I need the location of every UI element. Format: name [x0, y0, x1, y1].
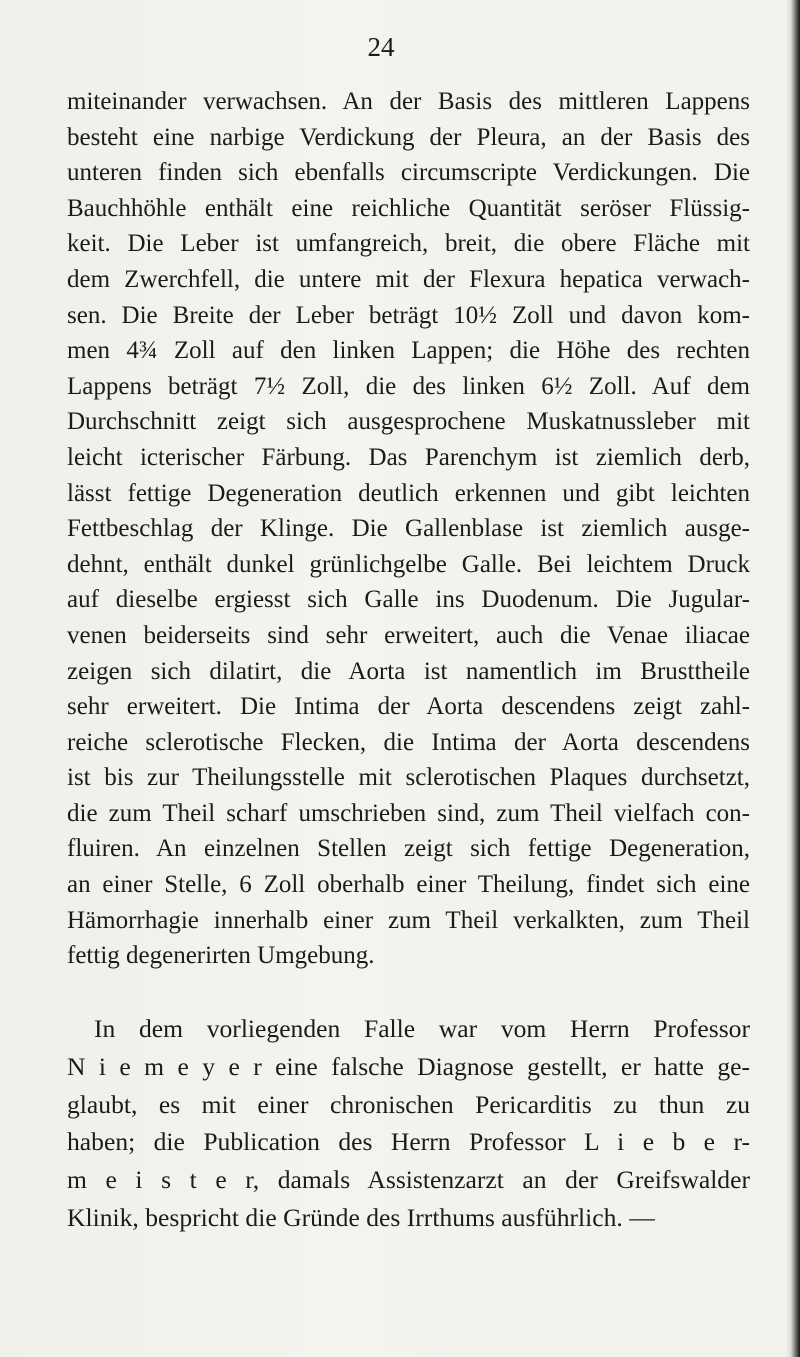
- text-line: Klinik, bespricht die Gründe des Irrthums ausführlich. —: [67, 1202, 655, 1232]
- text-line: In dem vorliegenden Falle war vom Herrn Professor: [94, 1014, 750, 1043]
- page-edge-shadow: [786, 0, 800, 1357]
- text-line: dehnt, enthält dunkel grünlichgelbe Galle. Bei leichtem Druck: [67, 550, 750, 578]
- text-line: men 4¾ Zoll auf den linken Lappen; die Höhe des rechten: [67, 337, 750, 365]
- text-line: unteren finden sich ebenfalls circumscripte Verdickungen. Die: [67, 159, 750, 187]
- text-line: auf dieselbe ergiesst sich Galle ins Duodenum. Die Jugular-: [67, 586, 750, 614]
- text-line: lässt fettige Degeneration deutlich erkennen und gibt leichten: [67, 479, 750, 507]
- text-line: besteht eine narbige Verdickung der Pleura, an der Basis des: [67, 123, 750, 151]
- text-line: sehr erweitert. Die Intima der Aorta descendens zeigt zahl-: [67, 693, 750, 721]
- text-line: zeigen sich dilatirt, die Aorta ist namentlich im Brusttheile: [67, 657, 750, 685]
- text-line: Durchschnitt zeigt sich ausgesprochene Muskatnussleber mit: [67, 408, 750, 436]
- paragraph-diagnosis-note: [67, 1010, 750, 1237]
- text-line: Lappens beträgt 7½ Zoll, die des linken 6½ Zoll. Auf dem: [67, 372, 750, 400]
- text-line: miteinander verwachsen. An der Basis des mittleren Lappens: [67, 88, 750, 115]
- text-line: die zum Theil scharf umschrieben sind, zum Theil vielfach con-: [67, 799, 750, 827]
- text-line: haben; die Publication des Herrn Professor L i e b e r-: [67, 1127, 750, 1157]
- text-line: fluiren. An einzelnen Stellen zeigt sich fettige Degeneration,: [67, 835, 750, 863]
- text-line: leicht icterischer Färbung. Das Parenchym ist ziemlich derb,: [67, 443, 750, 471]
- text-line: ist bis zur Theilungsstelle mit sclerotischen Plaques durchsetzt,: [67, 764, 750, 792]
- text-line: Bauchhöhle enthält eine reichliche Quantität seröser Flüssig-: [67, 194, 750, 222]
- text-line: dem Zwerchfell, die untere mit der Flexura hepatica verwach-: [67, 265, 750, 293]
- text-line: glaubt, es mit einer chronischen Pericarditis zu thun zu: [67, 1089, 750, 1119]
- text-line: m e i s t e r, damals Assistenzarzt an der Greifswalder: [67, 1165, 750, 1195]
- text-line: venen beiderseits sind sehr erweitert, auch die Venae iliacae: [67, 621, 750, 649]
- page-number: 24: [367, 32, 395, 62]
- text-line: an einer Stelle, 6 Zoll oberhalb einer Theilung, findet sich eine: [67, 871, 750, 899]
- text-line: keit. Die Leber ist umfangreich, breit, die obere Fläche mit: [67, 230, 750, 258]
- text-line: reiche sclerotische Flecken, die Intima der Aorta descendens: [67, 728, 750, 756]
- text-line: N i e m e y e r eine falsche Diagnose gestellt, er hatte ge-: [67, 1051, 750, 1081]
- text-line: fettig degenerirten Umgebung.: [67, 942, 375, 970]
- text-line: sen. Die Breite der Leber beträgt 10½ Zoll und davon kom-: [67, 301, 750, 329]
- paragraph-autopsy-findings: [67, 84, 750, 974]
- text-line: Hämorrhagie innerhalb einer zum Theil verkalkten, zum Theil: [67, 906, 750, 934]
- text-line: Fettbeschlag der Klinge. Die Gallenblase ist ziemlich ausge-: [67, 515, 750, 543]
